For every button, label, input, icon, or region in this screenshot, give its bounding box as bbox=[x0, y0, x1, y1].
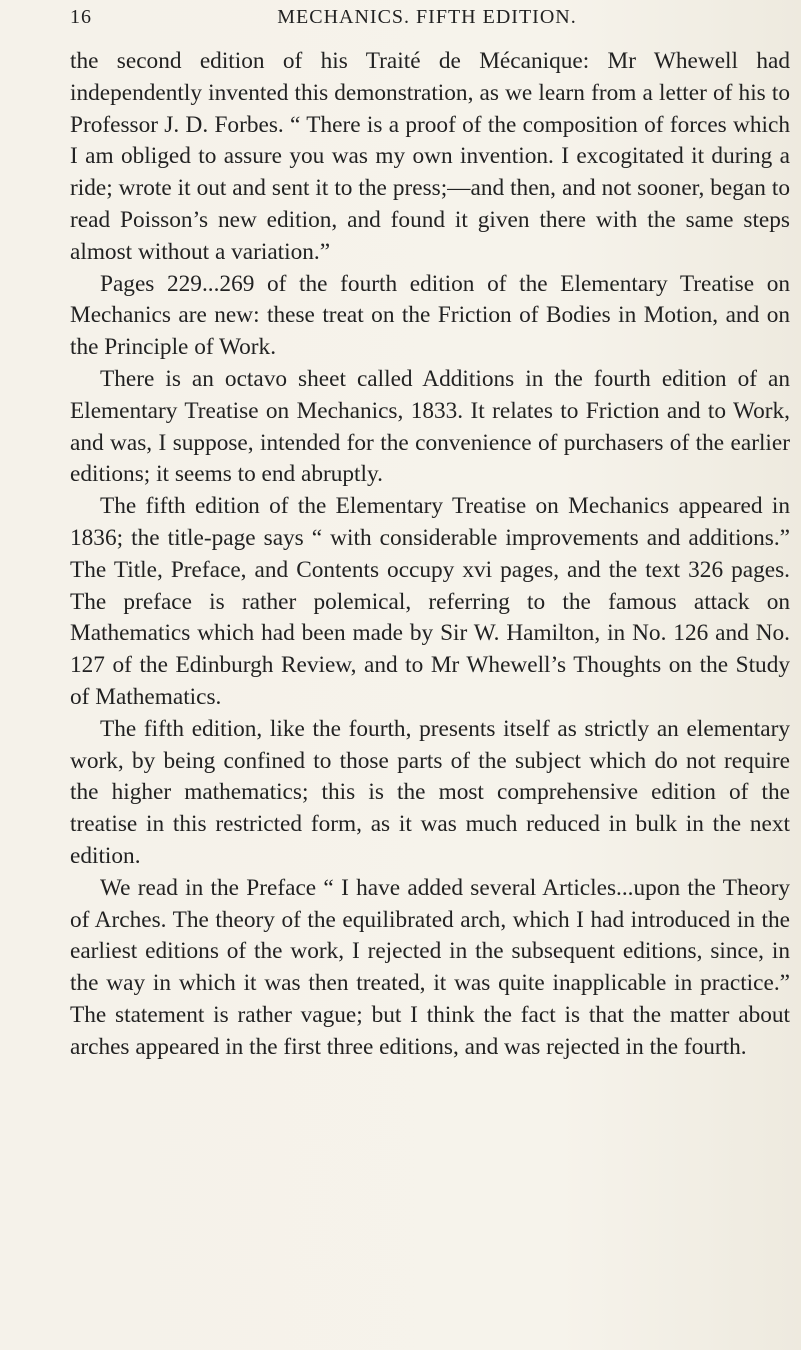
paragraph-1: the second edition of his Traité de Mécanique: Mr Whewell had independently invented this demonstration, as we learn from a letter of his to Professor J. D. Forbes. “ There is a proof of the composition of forces which I am obliged to assure you was my own invention. I excogitated it during a ride; wrote it out and sent it to the press;—and then, and not sooner, began to read Poisson’s new edition, and found it given there with the same steps almost without a variation.” bbox=[70, 48, 790, 265]
page-number: 16 bbox=[70, 6, 92, 28]
paragraph-3: There is an octavo sheet called Additions in the fourth edition of an Elementary Treatise on Mechanics, 1833. It relates to Friction and to Work, and was, I suppose, intended for the convenience of purchasers of the earlier editions; it seems to end abruptly. bbox=[70, 365, 790, 488]
paragraph-6: We read in the Preface “ I have added several Articles...upon the Theory of Arches. The theory of the equilibrated arch, which I had introduced in the earliest editions of the work, I rejected in the subsequent editions, since, in the way in which it was then treated, it was quite inapplicable in practice.” The statement is rather vague; but I think the fact is that the matter about arches appeared in the first three editions, and was rejected in the fourth. bbox=[70, 874, 790, 1060]
paragraph-4: The fifth edition of the Elementary Treatise on Mechanics appeared in 1836; the title-page says “ with considerable improvements and additions.” The Title, Preface, and Contents occupy xvi pages, and the text 326 pages. The preface is rather polemical, referring to the famous attack on Mathematics which had been made by Sir W. Hamilton, in No. 126 and No. 127 of the Edinburgh Review, and to Mr Whewell’s Thoughts on the Study of Mathematics. bbox=[70, 493, 790, 710]
paragraph-5: The fifth edition, like the fourth, presents itself as strictly an elementary work, by being confined to those parts of the subject which do not require the higher mathematics; this is the most comprehensive edition of the treatise in this restricted form, as it was much reduced in bulk in the next edition. bbox=[70, 715, 790, 869]
paragraph-2: Pages 229...269 of the fourth edition of the Elementary Treatise on Mechanics are new: these treat on the Friction of Bodies in Motion, and on the Principle of Work. bbox=[70, 270, 790, 361]
page-header bbox=[70, 6, 770, 36]
running-head: MECHANICS. FIFTH EDITION. bbox=[277, 6, 577, 28]
body-text bbox=[70, 46, 790, 1064]
